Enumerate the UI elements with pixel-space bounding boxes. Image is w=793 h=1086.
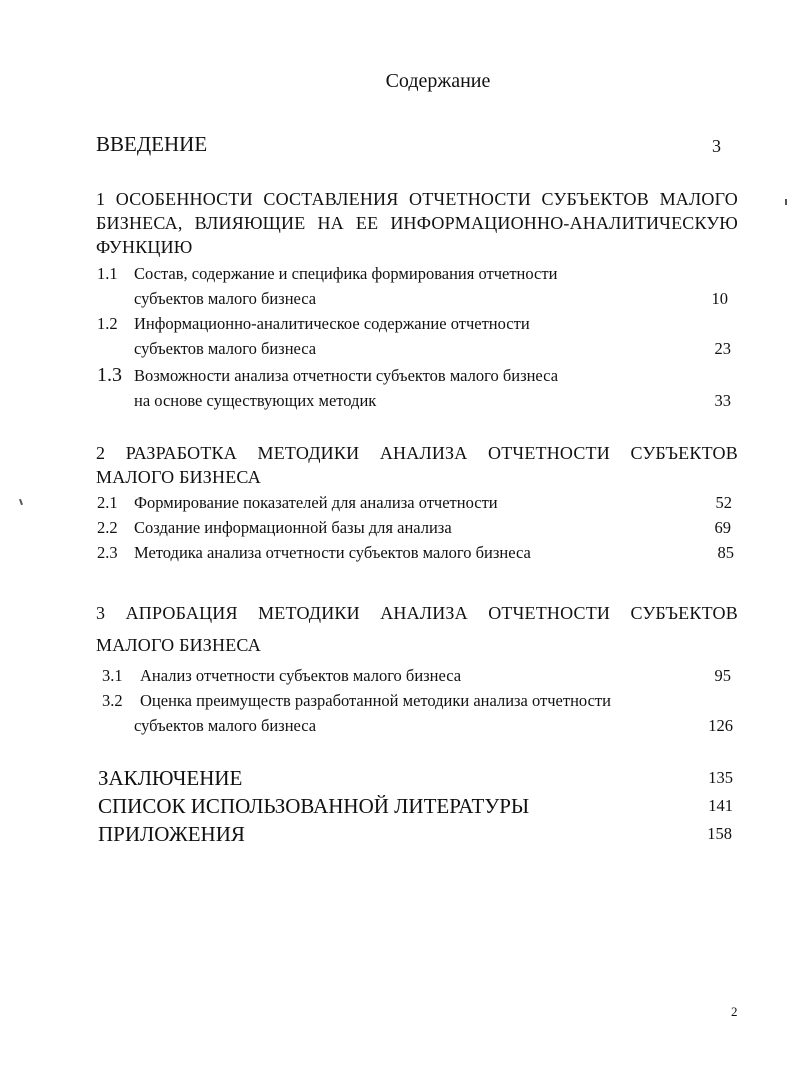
chapter-1-word: ОСОБЕННОСТИ [115,189,253,209]
item-title: Формирование показателей для анализа отчетности [134,493,498,512]
item-title-line-2: на основе существующих методик [134,391,377,410]
item-page: 69 [714,518,731,537]
item-title-line-1: Возможности анализа отчетности субъектов малого бизнеса [134,366,559,385]
chapter-1-word: НА [317,213,344,233]
scan-speck [19,499,23,505]
chapter-1-word: БИЗНЕСА, [96,213,183,233]
chapter-1-title-line-3: ФУНКЦИЮ [96,237,193,257]
conclusion-label: ЗАКЛЮЧЕНИЕ [98,766,243,790]
chapter-2-word: 2 [96,443,106,463]
references-page: 141 [708,796,733,815]
chapter-2-word: АНАЛИЗА [379,443,468,463]
page-number: 2 [731,1004,738,1019]
item-number: 2.3 [97,543,118,562]
item-title-line-1: Информационно-аналитическое содержание отчетности [134,314,530,333]
page-title: Содержание [385,70,491,92]
chapter-1-title-line-1 [96,189,738,210]
item-page: 33 [714,391,731,410]
item-number: 2.2 [97,518,118,537]
chapter-1-word: СОСТАВЛЕНИЯ [263,189,399,209]
item-page: 52 [715,493,732,512]
item-number: 1.1 [97,264,118,283]
item-page: 85 [717,543,734,562]
chapter-3-word: АПРОБАЦИЯ [125,603,238,623]
chapter-1-word: МАЛОГО [659,189,738,209]
chapter-3-word: АНАЛИЗА [380,603,468,623]
chapter-1-word: ВЛИЯЮЩИЕ [194,213,306,233]
introduction-page: 3 [712,136,722,156]
item-title-line-1: Оценка преимуществ разработанной методики анализа отчетности [140,691,611,710]
item-number: 3.1 [102,666,123,685]
chapter-2-word: МЕТОДИКИ [257,443,360,463]
item-title-line-2: субъектов малого бизнеса [134,289,317,308]
chapter-1-word: ИНФОРМАЦИОННО-АНАЛИТИЧЕСКУЮ [390,213,738,233]
introduction-label: ВВЕДЕНИЕ [96,132,208,156]
appendices-page: 158 [707,824,732,843]
scan-speck [785,199,787,205]
chapter-2-word: РАЗРАБОТКА [125,443,237,463]
chapter-1-title-line-2 [96,213,738,234]
chapter-2-title-line-2: МАЛОГО БИЗНЕСА [96,467,261,487]
chapter-1-word: СУБЪЕКТОВ [541,189,649,209]
item-number: 1.2 [97,314,118,333]
chapter-1-word: ЕЕ [355,213,379,233]
item-title-line-2: субъектов малого бизнеса [134,716,317,735]
item-number: 1.3 [97,364,122,386]
item-number: 3.2 [102,691,123,710]
appendices-label: ПРИЛОЖЕНИЯ [98,822,245,846]
chapter-3-word: 3 [96,603,106,623]
chapter-3-word: СУБЪЕКТОВ [630,603,738,623]
item-page: 95 [714,666,731,685]
item-title: Методика анализа отчетности субъектов малого бизнеса [134,543,531,562]
conclusion-page: 135 [708,768,733,787]
chapter-2-title-line-1 [96,443,738,464]
item-title: Анализ отчетности субъектов малого бизнеса [140,666,462,685]
chapter-2-word: ОТЧЕТНОСТИ [488,443,610,463]
item-page: 10 [711,289,728,308]
chapter-3-word: МЕТОДИКИ [258,603,360,623]
chapter-3-word: ОТЧЕТНОСТИ [488,603,611,623]
item-title-line-1: Состав, содержание и специфика формирования отчетности [134,264,558,283]
chapter-2-word: СУБЪЕКТОВ [630,443,738,463]
chapter-1-word: ОТЧЕТНОСТИ [409,189,531,209]
chapter-1-word: 1 [96,189,106,209]
references-label: СПИСОК ИСПОЛЬЗОВАННОЙ ЛИТЕРАТУРЫ [98,794,530,818]
item-page: 23 [714,339,731,358]
chapter-3-title-line-1 [96,603,738,624]
item-title-line-2: субъектов малого бизнеса [134,339,317,358]
item-title: Создание информационной базы для анализа [134,518,452,537]
item-page: 126 [708,716,733,735]
chapter-3-title-line-2: МАЛОГО БИЗНЕСА [96,635,261,655]
item-number: 2.1 [97,493,118,512]
